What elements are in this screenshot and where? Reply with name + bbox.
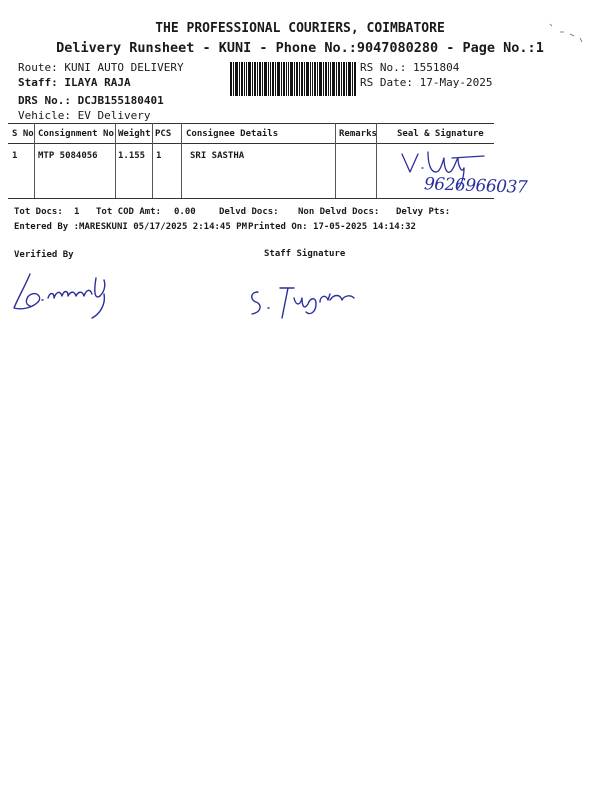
rs-number: RS No.: 1551804 xyxy=(360,61,460,74)
non-delvd-docs-label: Non Delvd Docs: xyxy=(298,207,380,217)
delvy-pts-label: Delvy Pts: xyxy=(396,207,451,217)
scan-mark xyxy=(548,22,588,46)
header-consignee-details: Consignee Details xyxy=(186,129,279,139)
route-text: Route: KUNI AUTO DELIVERY xyxy=(18,61,184,74)
printed-on: Printed On: 17-05-2025 14:14:32 xyxy=(248,222,416,232)
tot-cod-label: Tot COD Amt: xyxy=(96,207,162,217)
col-divider xyxy=(115,123,116,198)
staff-signature-label: Staff Signature xyxy=(264,249,346,259)
header-remarks: Remarks xyxy=(339,129,377,139)
table-bottom-rule xyxy=(8,198,494,199)
table-header-rule xyxy=(8,143,494,144)
col-divider xyxy=(335,123,336,198)
col-divider xyxy=(181,123,182,198)
header-sno: S No xyxy=(12,129,34,139)
row-consignee: SRI SASTHA xyxy=(190,151,245,161)
staff-text: Staff: ILAYA RAJA xyxy=(18,76,131,89)
header-pcs: PCS xyxy=(155,129,172,139)
delvd-docs-label: Delvd Docs: xyxy=(219,207,279,217)
row-consignment-no: MTP 5084056 xyxy=(38,151,98,161)
header-seal-signature: Seal & Signature xyxy=(397,129,484,139)
header-weight: Weight xyxy=(118,129,151,139)
rs-date: RS Date: 17-May-2025 xyxy=(360,76,493,89)
row-weight: 1.155 xyxy=(118,151,146,161)
handwritten-phone: 9626966037 xyxy=(423,174,528,198)
header-consignment-no: Consignment No xyxy=(38,129,114,139)
staff-signature xyxy=(246,282,366,328)
vehicle-text: Vehicle: EV Delivery xyxy=(18,109,151,122)
drs-number: DRS No.: DCJB155180401 xyxy=(18,94,164,107)
company-title: THE PROFESSIONAL COURIERS, COIMBATORE xyxy=(155,21,445,36)
col-divider xyxy=(34,123,35,198)
row-sno: 1 xyxy=(12,151,18,161)
tot-docs-label: Tot Docs: xyxy=(14,207,63,217)
entered-by: Entered By :MARESKUNI 05/17/2025 2:14:45 PM xyxy=(14,222,247,232)
row-pcs: 1 xyxy=(156,151,162,161)
barcode xyxy=(230,62,356,96)
tot-docs-value: 1 xyxy=(74,207,80,217)
col-divider xyxy=(152,123,153,198)
table-top-rule xyxy=(8,123,494,124)
tot-cod-value: 0.00 xyxy=(174,207,196,217)
verifier-signature xyxy=(8,268,118,324)
verified-by-label: Verified By xyxy=(14,250,74,260)
runsheet-subtitle: Delivery Runsheet - KUNI - Phone No.:9047080280 - Page No.:1 xyxy=(56,40,544,56)
